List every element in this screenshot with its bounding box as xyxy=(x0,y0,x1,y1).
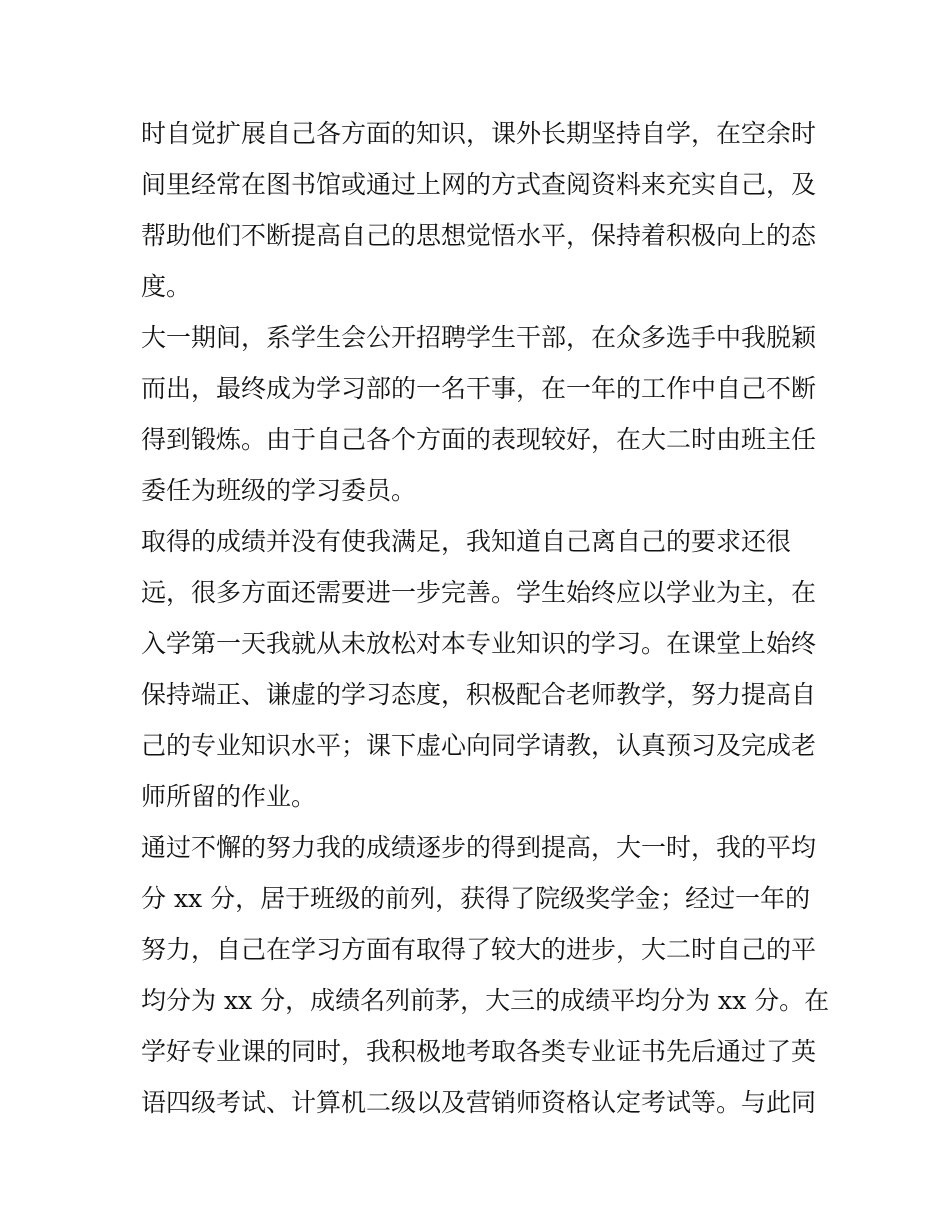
text-line: 语四级考试、计算机二级以及营销师资格认定考试等。与此同 xyxy=(141,1088,817,1117)
text-line: 保持端正、谦虚的学习态度，积极配合老师教学，努力提高自 xyxy=(141,680,817,709)
text-line: 帮助他们不断提高自己的思想觉悟水平，保持着积极向上的态 xyxy=(141,221,817,250)
text-line: 学好专业课的同时，我积极地考取各类专业证书先后通过了英 xyxy=(141,1037,817,1066)
text-line: 大一期间，系学生会公开招聘学生干部，在众多选手中我脱颖 xyxy=(141,323,817,352)
body-text xyxy=(141,108,830,1128)
text-line: 得到锻炼。由于自己各个方面的表现较好，在大二时由班主任 xyxy=(141,425,817,454)
text-line: 远，很多方面还需要进一步完善。学生始终应以学业为主，在 xyxy=(141,578,817,607)
text-line: 通过不懈的努力我的成绩逐步的得到提高，大一时，我的平均 xyxy=(141,833,817,862)
text-line: 时自觉扩展自己各方面的知识，课外长期坚持自学，在空余时 xyxy=(141,119,817,148)
text-line: 度。 xyxy=(141,272,192,301)
text-line: 均分为 xx 分，成绩名列前茅，大三的成绩平均分为 xx 分。在 xyxy=(141,986,830,1015)
text-line: 努力，自己在学习方面有取得了较大的进步，大二时自己的平 xyxy=(141,935,817,964)
text-line: 委任为班级的学习委员。 xyxy=(141,476,417,505)
text-line: 师所留的作业。 xyxy=(141,782,317,811)
text-line: 间里经常在图书馆或通过上网的方式查阅资料来充实自己，及 xyxy=(141,170,817,199)
text-line: 取得的成绩并没有使我满足，我知道自己离自己的要求还很 xyxy=(141,527,792,556)
text-line: 分 xx 分，居于班级的前列，获得了院级奖学金；经过一年的 xyxy=(141,884,811,913)
text-line: 入学第一天我就从未放松对本专业知识的学习。在课堂上始终 xyxy=(141,629,817,658)
text-line: 而出，最终成为学习部的一名干事，在一年的工作中自己不断 xyxy=(141,374,817,403)
text-line: 己的专业知识水平；课下虚心向同学请教，认真预习及完成老 xyxy=(141,731,817,760)
